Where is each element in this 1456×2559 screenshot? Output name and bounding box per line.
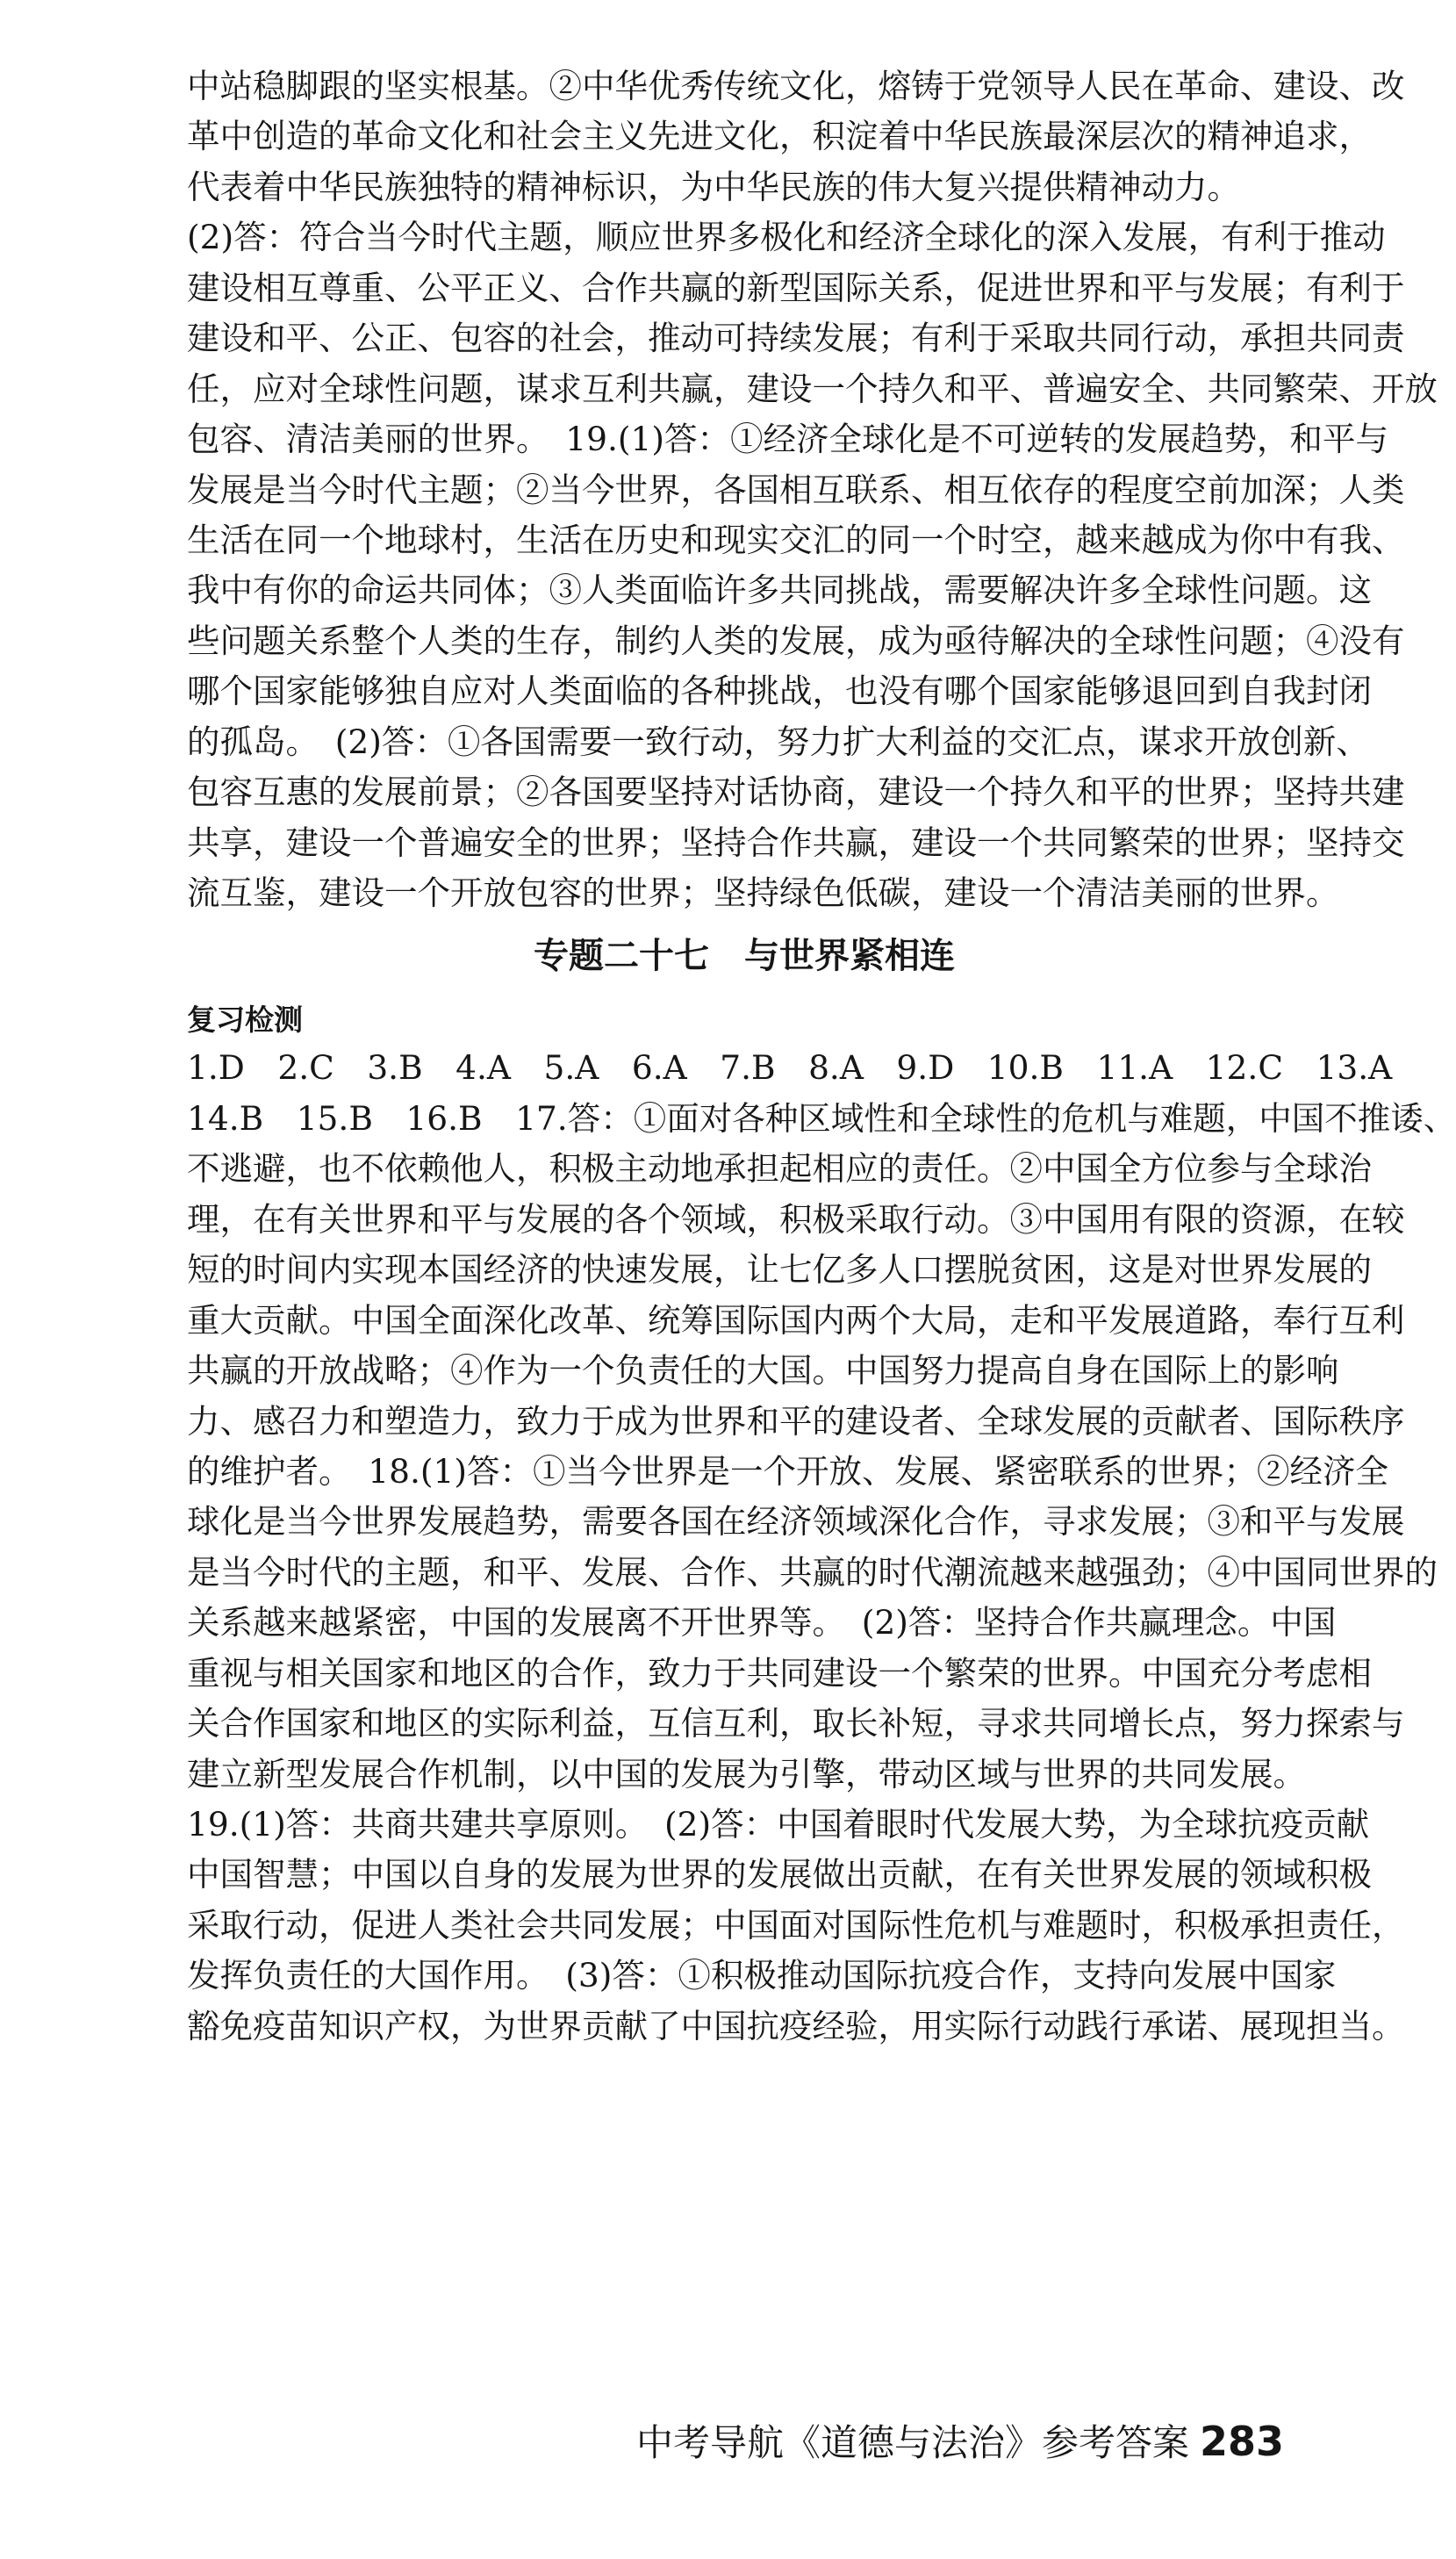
text-line: 建设相互尊重、公平正义、合作共赢的新型国际关系，促进世界和平与发展；有利于 — [187, 268, 1405, 307]
text-line: 包容、清洁美丽的世界。 19.(1)答：①经济全球化是不可逆转的发展趋势，和平与 — [187, 420, 1389, 459]
text-line: 关合作国家和地区的实际利益，互信互利，取长补短，寻求共同增长点，努力探索与 — [187, 1704, 1405, 1743]
text-line: 代表着中华民族独特的精神标识，为中华民族的伟大复兴提供精神动力。 — [187, 167, 1240, 206]
text-line: 哪个国家能够独自应对人类面临的各种挑战，也没有哪个国家能够退回到自我封闭 — [187, 672, 1372, 711]
text-line: 力、感召力和塑造力，致力于成为世界和平的建设者、全球发展的贡献者、国际秩序 — [187, 1401, 1405, 1441]
footer-book-title: 中考导航《道德与法治》参考答案 — [635, 2421, 1189, 2464]
text-line: 重视与相关国家和地区的合作，致力于共同建设一个繁荣的世界。中国充分考虑相 — [187, 1653, 1372, 1693]
text-line: 中国智慧；中国以自身的发展为世界的发展做出贡献，在有关世界发展的领域积极 — [187, 1855, 1372, 1894]
text-line: 不逃避，也不依赖他人，积极主动地承担起相应的责任。②中国全方位参与全球治 — [187, 1149, 1372, 1189]
text-line: 革中创造的革命文化和社会主义先进文化，积淀着中华民族最深层次的精神追求， — [187, 117, 1372, 156]
answer-text — [187, 61, 1456, 2052]
text-line: 中站稳脚跟的坚实根基。②中华优秀传统文化，熔铸于党领导人民在革命、建设、改 — [187, 67, 1405, 105]
text-line: 1.D 2.C 3.B 4.A 5.A 6.A 7.B 8.A 9.D 10.B 11.A 12.C 13.A — [187, 1048, 1393, 1088]
text-line: 我中有你的命运共同体；③人类面临许多共同挑战，需要解决许多全球性问题。这 — [187, 571, 1372, 610]
text-line: 共赢的开放战略；④作为一个负责任的大国。中国努力提高自身在国际上的影响 — [187, 1351, 1339, 1391]
text-line: 包容互惠的发展前景；②各国要坚持对话协商，建设一个持久和平的世界；坚持共建 — [187, 773, 1405, 812]
text-line: 建设和平、公正、包容的社会，推动可持续发展；有利于采取共同行动，承担共同责 — [187, 319, 1405, 358]
text-line: 发展是当今时代主题；②当今世界，各国相互联系、相互依存的程度空前加深；人类 — [187, 470, 1405, 509]
text-line: 短的时间内实现本国经济的快速发展，让七亿多人口摆脱贫困，这是对世界发展的 — [187, 1250, 1372, 1290]
page-number: 283 — [1199, 2418, 1284, 2465]
text-line: 是当今时代的主题，和平、发展、合作、共赢的时代潮流越来越强劲；④中国同世界的 — [187, 1552, 1438, 1592]
subheading: 复习检测 — [187, 1003, 303, 1038]
text-line: (2)答：符合当今时代主题，顺应世界多极化和经济全球化的深入发展，有利于推动 — [187, 218, 1386, 257]
text-line: 的孤岛。 (2)答：①各国需要一致行动，努力扩大利益的交汇点，谋求开放创新、 — [187, 722, 1369, 761]
text-line: 14.B 15.B 16.B 17.答：①面对各种区域性和全球性的危机与难题，中国不推诿、 — [187, 1098, 1456, 1138]
text-line: 19.(1)答：共商共建共享原则。 (2)答：中国着眼时代发展大势，为全球抗疫贡献 — [187, 1805, 1370, 1844]
text-line: 发挥负责任的大国作用。 (3)答：①积极推动国际抗疫合作，支持向发展中国家 — [187, 1956, 1337, 1995]
text-line: 的维护者。 18.(1)答：①当今世界是一个开放、发展、紧密联系的世界；②经济全 — [187, 1451, 1389, 1491]
text-line: 些问题关系整个人类的生存，制约人类的发展，成为亟待解决的全球性问题；④没有 — [187, 621, 1405, 660]
section-title: 专题二十七 与世界紧相连 — [534, 936, 955, 977]
text-line: 关系越来越紧密，中国的发展离不开世界等。 (2)答：坚持合作共赢理念。中国 — [187, 1603, 1337, 1643]
text-line: 共享，建设一个普遍安全的世界；坚持合作共赢，建设一个共同繁荣的世界；坚持交 — [187, 823, 1405, 862]
text-line: 任，应对全球性问题，谋求互利共赢，建设一个持久和平、普遍安全、共同繁荣、开放 — [187, 369, 1438, 408]
text-line: 生活在同一个地球村，生活在历史和现实交汇的同一个时空，越来越成为你中有我、 — [187, 520, 1405, 559]
text-line: 流互鉴，建设一个开放包容的世界；坚持绿色低碳，建设一个清洁美丽的世界。 — [187, 873, 1339, 912]
text-line: 采取行动，促进人类社会共同发展；中国面对国际性危机与难题时，积极承担责任， — [187, 1905, 1405, 1944]
text-line: 理，在有关世界和平与发展的各个领域，积极采取行动。③中国用有限的资源，在较 — [187, 1199, 1405, 1239]
text-line: 豁免疫苗知识产权，为世界贡献了中国抗疫经验，用实际行动践行承诺、展现担当。 — [187, 2006, 1405, 2045]
text-line: 建立新型发展合作机制，以中国的发展为引擎，带动区域与世界的共同发展。 — [187, 1754, 1306, 1793]
text-line: 球化是当今世界发展趋势，需要各国在经济领域深化合作，寻求发展；③和平与发展 — [187, 1502, 1405, 1542]
text-line: 重大贡献。中国全面深化改革、统筹国际国内两个大局，走和平发展道路，奉行互利 — [187, 1300, 1405, 1340]
page-footer — [636, 2414, 1284, 2467]
